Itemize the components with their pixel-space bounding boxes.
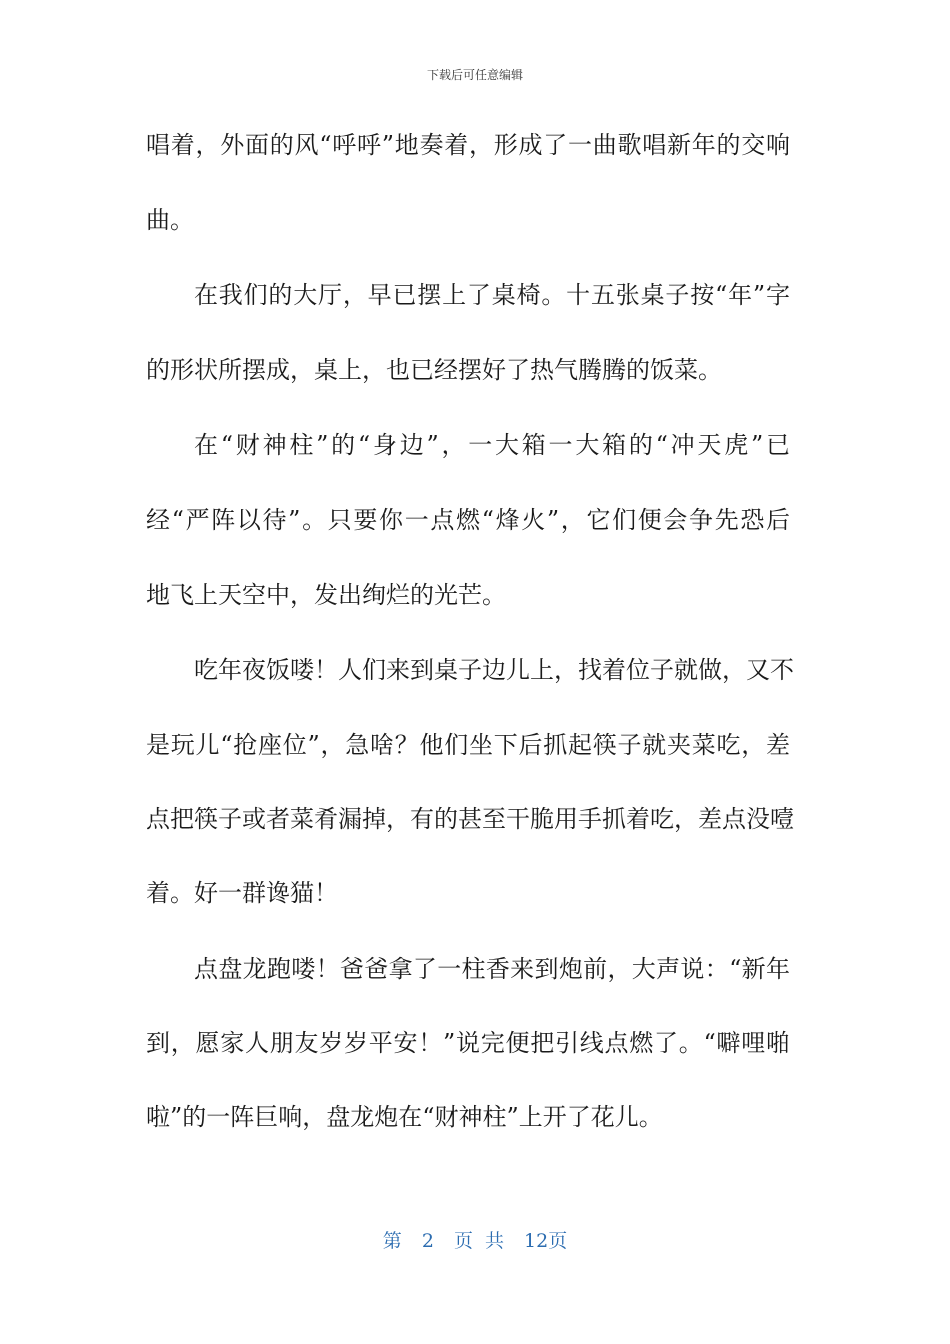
paragraph-5-line-2: 到，愿家人朋友岁岁平安！”说完便把引线点燃了。“噼哩啪 [146, 1029, 790, 1057]
paragraph-1-line-1: 唱着，外面的风“呼呼”地奏着，形成了一曲歌唱新年的交响 [146, 131, 790, 159]
current-page-number: 2 [421, 1230, 434, 1252]
paragraph-5-line-3: 啦”的一阵巨响，盘龙炮在“财神柱”上开了花儿。 [146, 1103, 663, 1131]
paragraph-2-line-1: 在我们的大厅，早已摆上了桌椅。十五张桌子按“年”字 [194, 281, 790, 309]
of-label: 页 共 [453, 1230, 504, 1252]
page-indicator [0, 1226, 950, 1253]
paragraph-4-line-2: 是玩儿“抢座位”，急啥？他们坐下后抓起筷子就夹菜吃，差 [146, 731, 790, 759]
paragraph-3-line-3: 地飞上天空中，发出绚烂的光芒。 [146, 581, 506, 609]
paragraph-2-line-2: 的形状所摆成，桌上，也已经摆好了热气腾腾的饭菜。 [146, 356, 722, 384]
paragraph-4-line-3: 点把筷子或者菜肴漏掉，有的甚至干脆用手抓着吃，差点没噎 [146, 805, 794, 833]
page-label: 第 [382, 1230, 402, 1252]
paragraph-4-line-1: 吃年夜饭喽！人们来到桌子边儿上，找着位子就做，又不 [194, 656, 794, 684]
total-pages: 12页 [524, 1230, 568, 1252]
paragraph-1-line-2: 曲。 [146, 206, 194, 234]
paragraph-3-line-2: 经“严阵以待”。只要你一点燃“烽火”，它们便会争先恐后 [146, 506, 790, 534]
header-note: 下载后可任意编辑 [426, 68, 523, 82]
paragraph-4-line-4: 着。好一群谗猫！ [146, 879, 338, 907]
paragraph-3-line-1: 在“财神柱”的“身边”，一大箱一大箱的“冲天虎”已 [194, 431, 790, 459]
paragraph-5-line-1: 点盘龙跑喽！爸爸拿了一柱香来到炮前，大声说：“新年 [194, 955, 790, 983]
